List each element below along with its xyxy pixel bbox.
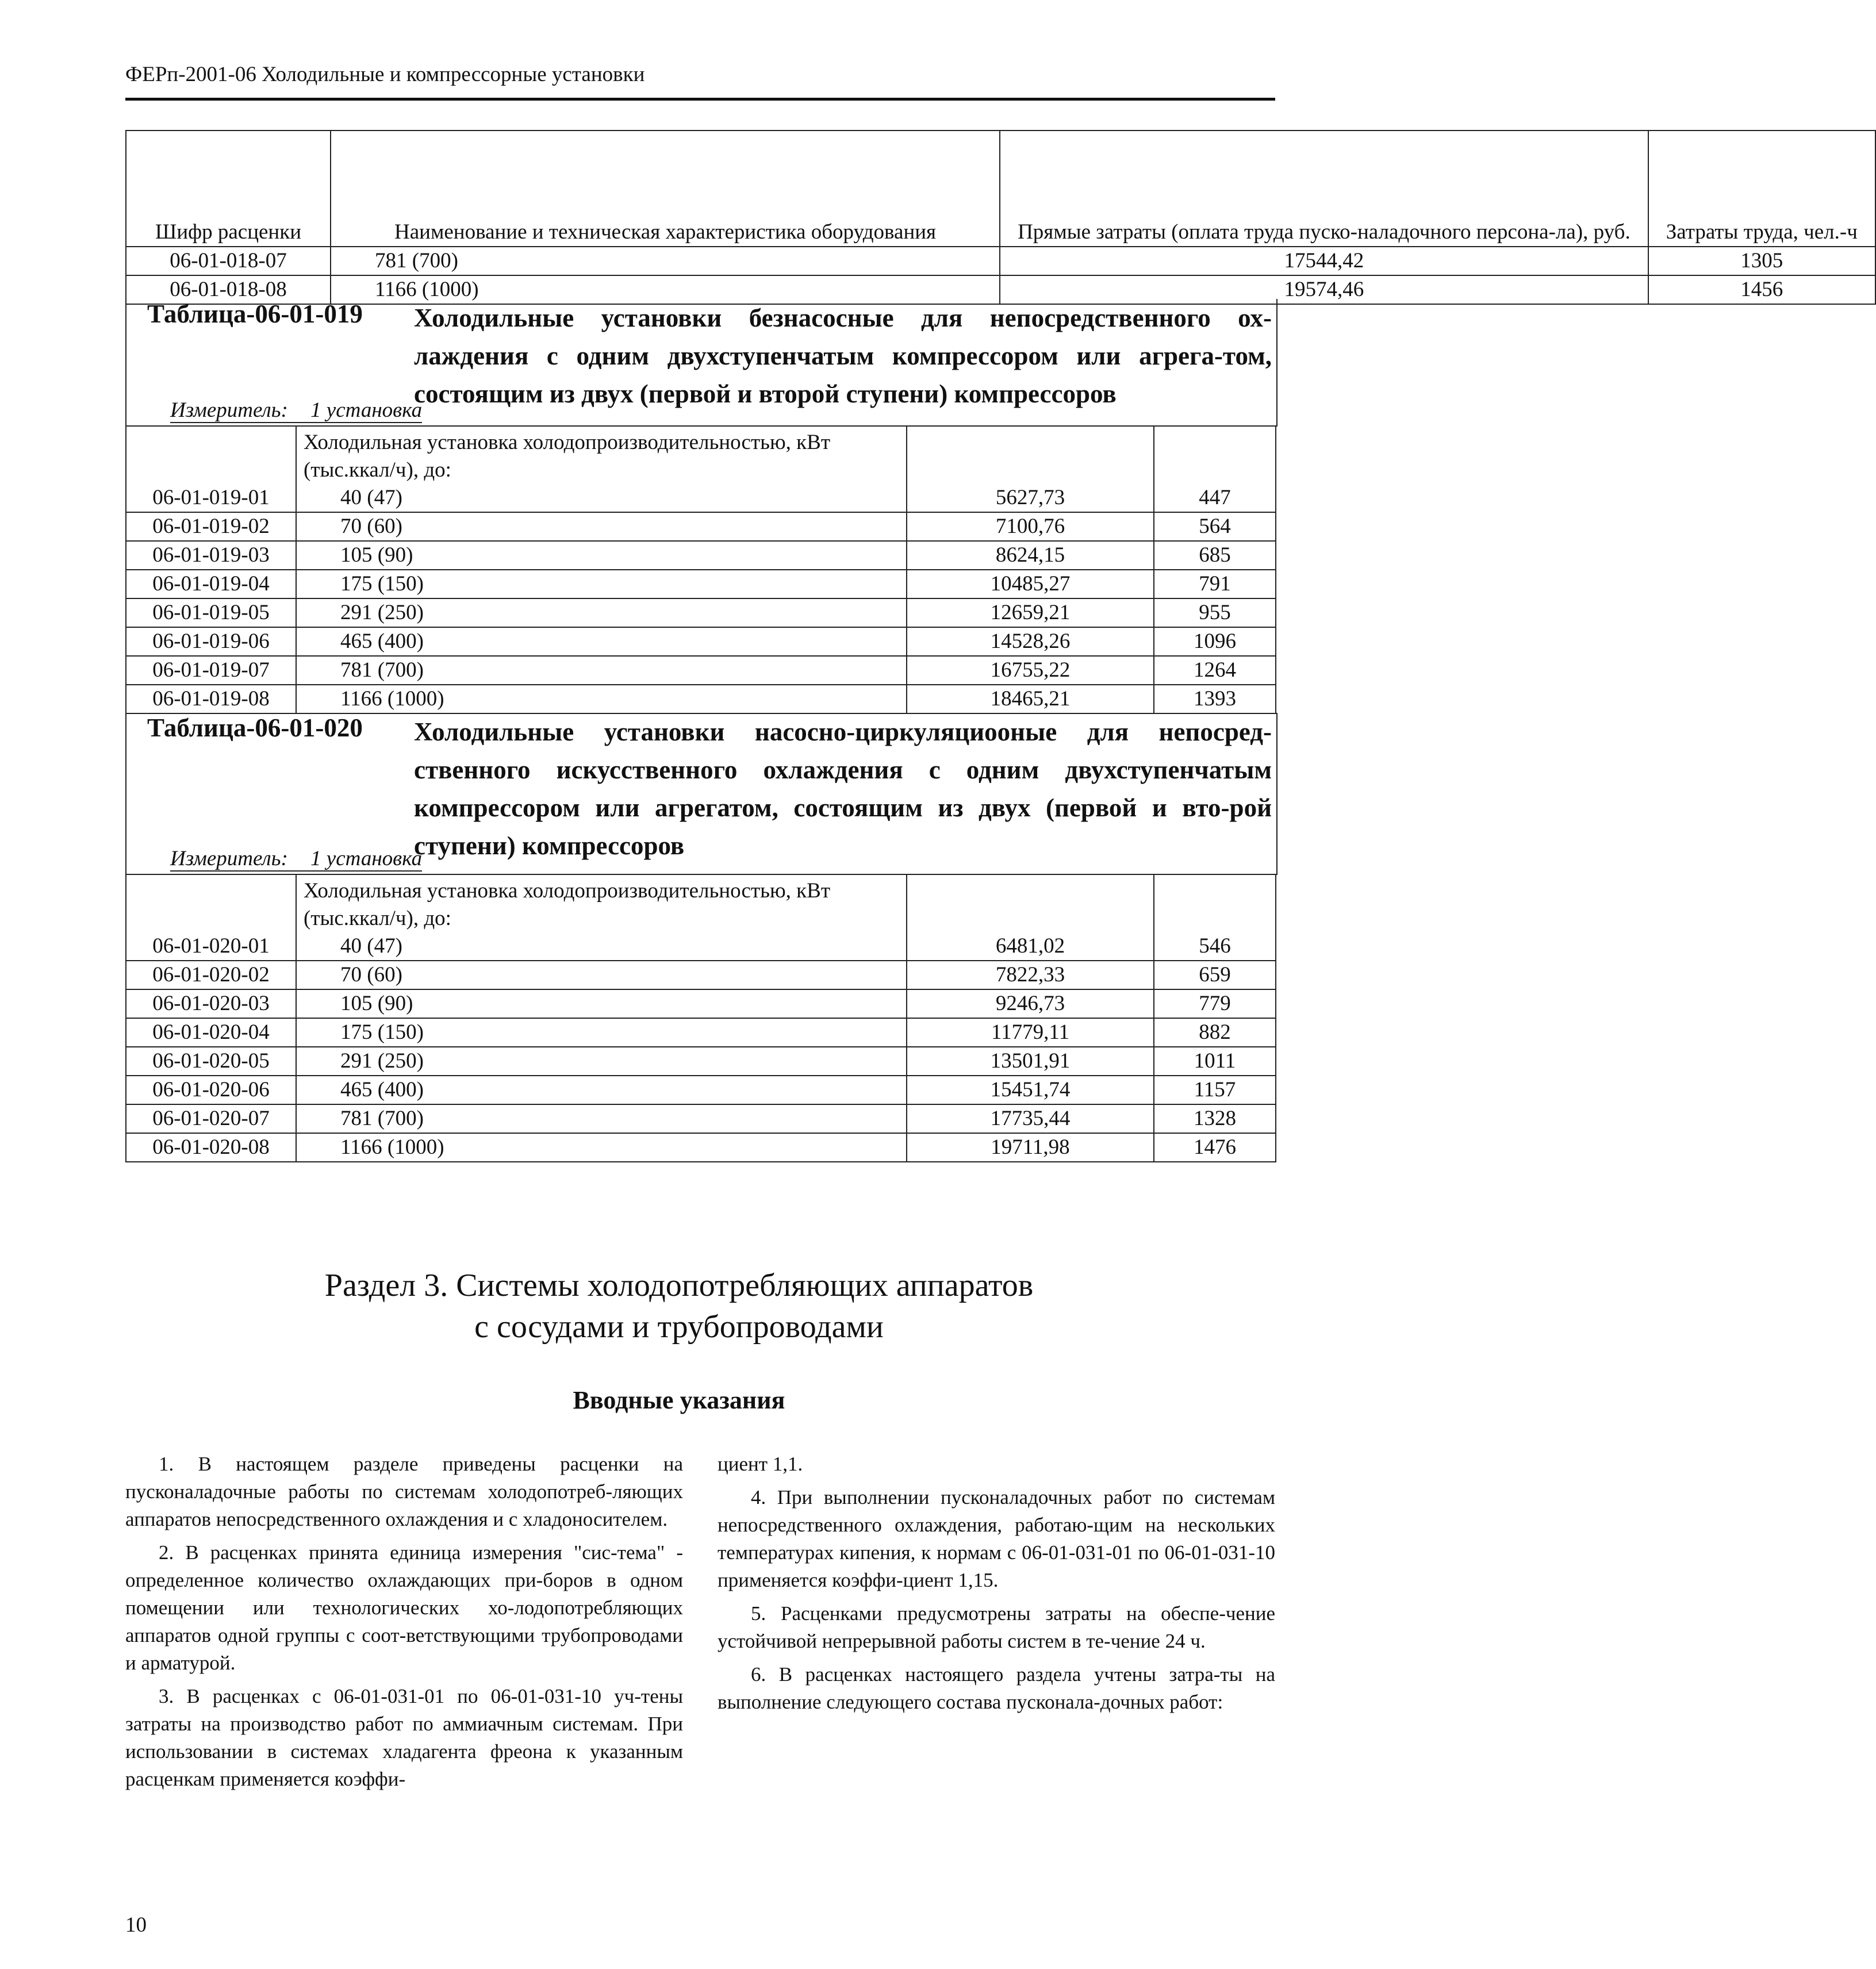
- cell-name: 1166 (1000): [296, 685, 907, 713]
- table-row: [126, 1018, 1276, 1047]
- cell-name: 465 (400): [296, 627, 907, 656]
- cell-code: 06-01-019-03: [126, 541, 296, 570]
- paragraph: 4. При выполнении пусконаладочных работ по системам непосредственного охлаждения, работаю-щим на нескольких температурах кипения, к нормам с 06-01-031-01 по 06-01-031-10 применяется коэффи-циент 1,15.: [718, 1486, 1275, 1591]
- cell-labor: 791: [1154, 570, 1276, 598]
- cell-code: 06-01-020-08: [126, 1133, 296, 1162]
- table-019-title: Холодильные установки безнасосные для непосредственного ох-лаждения с одним двухступенчатым компрессором или агрега-том, состоящим из двух (первой и второй ступени) компрессоров: [414, 304, 1272, 408]
- cell-name: 105 (90): [296, 989, 907, 1018]
- paragraph: циент 1,1.: [718, 1453, 803, 1475]
- header-rule: [125, 98, 1275, 101]
- cell-cost: 19574,46: [1000, 275, 1648, 304]
- cell-cost: 5627,73: [907, 426, 1154, 512]
- cell-code: 06-01-019-06: [126, 627, 296, 656]
- cell-cost: 9246,73: [907, 989, 1154, 1018]
- paragraph: 1. В настоящем разделе приведены расценки на пусконаладочные работы по системам холодопотреб-ляющих аппаратов непосредственного охлаждения и с хладоносителем.: [125, 1453, 683, 1530]
- cell-name: 291 (250): [296, 598, 907, 627]
- table-row: [126, 512, 1276, 541]
- cell-labor: 1456: [1648, 275, 1875, 304]
- group-name: Холодильная установка холодопроизводительностью, кВт (тыс.ккал/ч), до:: [304, 431, 830, 482]
- cell-labor: 1476: [1154, 1133, 1276, 1162]
- page-number: 10: [125, 1913, 147, 1937]
- cell-labor: 659: [1154, 961, 1276, 989]
- cell-code: 06-01-018-08: [126, 275, 331, 304]
- cell-labor: 1157: [1154, 1076, 1276, 1104]
- cell-code: 06-01-019-04: [126, 570, 296, 598]
- cell-cost: 17735,44: [907, 1104, 1154, 1133]
- table-020-number: Таблица-06-01-020: [147, 713, 363, 742]
- cell-code: 06-01-019-01: [126, 426, 296, 512]
- cell-labor: 779: [1154, 989, 1276, 1018]
- cell-code: 06-01-020-04: [126, 1018, 296, 1047]
- table-019-number: Таблица-06-01-019: [147, 300, 363, 328]
- table-header-row: [126, 131, 1875, 247]
- cell-name: [296, 426, 907, 512]
- section-title-line2: с сосудами и трубопроводами: [474, 1309, 884, 1345]
- table-row: [126, 1076, 1276, 1104]
- table-row: [126, 598, 1276, 627]
- cell-cost: 10485,27: [907, 570, 1154, 598]
- cell-cost: 8624,15: [907, 541, 1154, 570]
- cell-cost: 14528,26: [907, 627, 1154, 656]
- cell-code: 06-01-019-02: [126, 512, 296, 541]
- col-header-code: Шифр расценки: [126, 131, 331, 247]
- cell-cost: 18465,21: [907, 685, 1154, 713]
- cell-cost: 7822,33: [907, 961, 1154, 989]
- cell-code: 06-01-020-02: [126, 961, 296, 989]
- cell-cost: 7100,76: [907, 512, 1154, 541]
- table-row: [126, 685, 1276, 713]
- cell-name: 465 (400): [296, 1076, 907, 1104]
- cell-name: 70 (60): [296, 512, 907, 541]
- cell-name: 781 (700): [296, 1104, 907, 1133]
- cell-cost: 13501,91: [907, 1047, 1154, 1076]
- cell-cost: 12659,21: [907, 598, 1154, 627]
- cell-labor: 564: [1154, 512, 1276, 541]
- cell-code: 06-01-018-07: [126, 247, 331, 275]
- cell-code: 06-01-019-08: [126, 685, 296, 713]
- table-row: [126, 874, 1276, 961]
- cell-name: 175 (150): [296, 570, 907, 598]
- table-020: [125, 874, 1276, 1162]
- table-row: [126, 656, 1276, 685]
- cell-name: 781 (700): [296, 656, 907, 685]
- cell-cost: 17544,42: [1000, 247, 1648, 275]
- paragraph: 5. Расценками предусмотрены затраты на обеспе-чение устойчивой непрерывной работы систем в те-чение 24 ч.: [718, 1602, 1275, 1652]
- cell-name: 781 (700): [331, 247, 1000, 275]
- col-header-labor: Затраты труда, чел.-ч: [1648, 131, 1875, 247]
- continued-table-018: [125, 130, 1876, 305]
- cell-labor: 1264: [1154, 656, 1276, 685]
- cell-cost: 16755,22: [907, 656, 1154, 685]
- group-name: Холодильная установка холодопроизводительностью, кВт (тыс.ккал/ч), до:: [304, 879, 830, 930]
- table-019: [125, 425, 1276, 714]
- cell-labor: 955: [1154, 598, 1276, 627]
- intro-title: Вводные указания: [573, 1386, 785, 1414]
- cell-labor: 882: [1154, 1018, 1276, 1047]
- table-row: [126, 541, 1276, 570]
- table-row: [126, 989, 1276, 1018]
- cell-name: 105 (90): [296, 541, 907, 570]
- cell-cost: 11779,11: [907, 1018, 1154, 1047]
- cell-cost: 6481,02: [907, 874, 1154, 961]
- table-019-title-block: [125, 299, 1277, 427]
- section-title-line1: Раздел 3. Системы холодопотребляющих аппаратов: [324, 1268, 1034, 1303]
- cell-name: 175 (150): [296, 1018, 907, 1047]
- cell-code: 06-01-020-06: [126, 1076, 296, 1104]
- cell-name: 1166 (1000): [296, 1133, 907, 1162]
- cell-name: 70 (60): [296, 961, 907, 989]
- cell-cost: 15451,74: [907, 1076, 1154, 1104]
- cell-cost: 19711,98: [907, 1133, 1154, 1162]
- running-header: ФЕРп-2001-06 Холодильные и компрессорные установки: [125, 63, 645, 86]
- table-row: [126, 1104, 1276, 1133]
- cell-name: 291 (250): [296, 1047, 907, 1076]
- text-column-right: [718, 1450, 1275, 1722]
- cell-labor: 1305: [1648, 247, 1875, 275]
- cell-labor: 1011: [1154, 1047, 1276, 1076]
- table-row: [126, 426, 1276, 512]
- table-row: [126, 1133, 1276, 1162]
- cell-name: 1166 (1000): [331, 275, 1000, 304]
- table-019-measure: Измеритель: 1 установка: [170, 398, 423, 422]
- text-column-left: [125, 1450, 683, 1799]
- cell-labor: 447: [1154, 426, 1276, 512]
- cell-code: 06-01-020-03: [126, 989, 296, 1018]
- cell-code: 06-01-020-05: [126, 1047, 296, 1076]
- cell-labor: 1328: [1154, 1104, 1276, 1133]
- col-header-cost: Прямые затраты (оплата труда пуско-наладочного персона-ла), руб.: [1000, 131, 1648, 247]
- cell-labor: 685: [1154, 541, 1276, 570]
- table-020-title-block: [125, 713, 1277, 875]
- col-header-name: Наименование и техническая характеристика оборудования: [331, 131, 1000, 247]
- cell-code: 06-01-020-01: [126, 874, 296, 961]
- paragraph: 3. В расценках с 06-01-031-01 по 06-01-031-10 уч-тены затраты на производство работ по аммиачным системам. При использовании в системах хладагента фреона к указанным расценкам применяется коэффи-: [125, 1685, 683, 1790]
- paragraph: 6. В расценках настоящего раздела учтены затра-ты на выполнение следующего состава пусконала-дочных работ:: [718, 1663, 1275, 1713]
- cell-labor: 1096: [1154, 627, 1276, 656]
- paragraph: 2. В расценках принята единица измерения "сис-тема" - определенное количество охлаждающих при-боров в одном помещении или технологических хо-лодопотребляющих аппаратов одной группы с соот-ветствующими трубопроводами и арматурой.: [125, 1541, 683, 1674]
- cell-labor: 546: [1154, 874, 1276, 961]
- cell-code: 06-01-019-05: [126, 598, 296, 627]
- cell-labor: 1393: [1154, 685, 1276, 713]
- cell-code: 06-01-020-07: [126, 1104, 296, 1133]
- cell-name-value: 40 (47): [340, 934, 402, 958]
- table-row: [126, 247, 1875, 275]
- table-row: [126, 627, 1276, 656]
- cell-name-value: 40 (47): [340, 486, 402, 509]
- table-row: [126, 1047, 1276, 1076]
- table-row: [126, 570, 1276, 598]
- table-020-title: Холодильные установки насосно-циркуляциооные для непосред-ственного искусственного охлаждения с одним двухступенчатым компрессором или агрегатом, состоящим из двух (первой и вто-рой ступени) компрессоров: [414, 717, 1272, 860]
- table-020-measure: Измеритель: 1 установка: [170, 847, 423, 870]
- section-title: [0, 1265, 1358, 1348]
- cell-name: [296, 874, 907, 961]
- table-row: [126, 961, 1276, 989]
- cell-code: 06-01-019-07: [126, 656, 296, 685]
